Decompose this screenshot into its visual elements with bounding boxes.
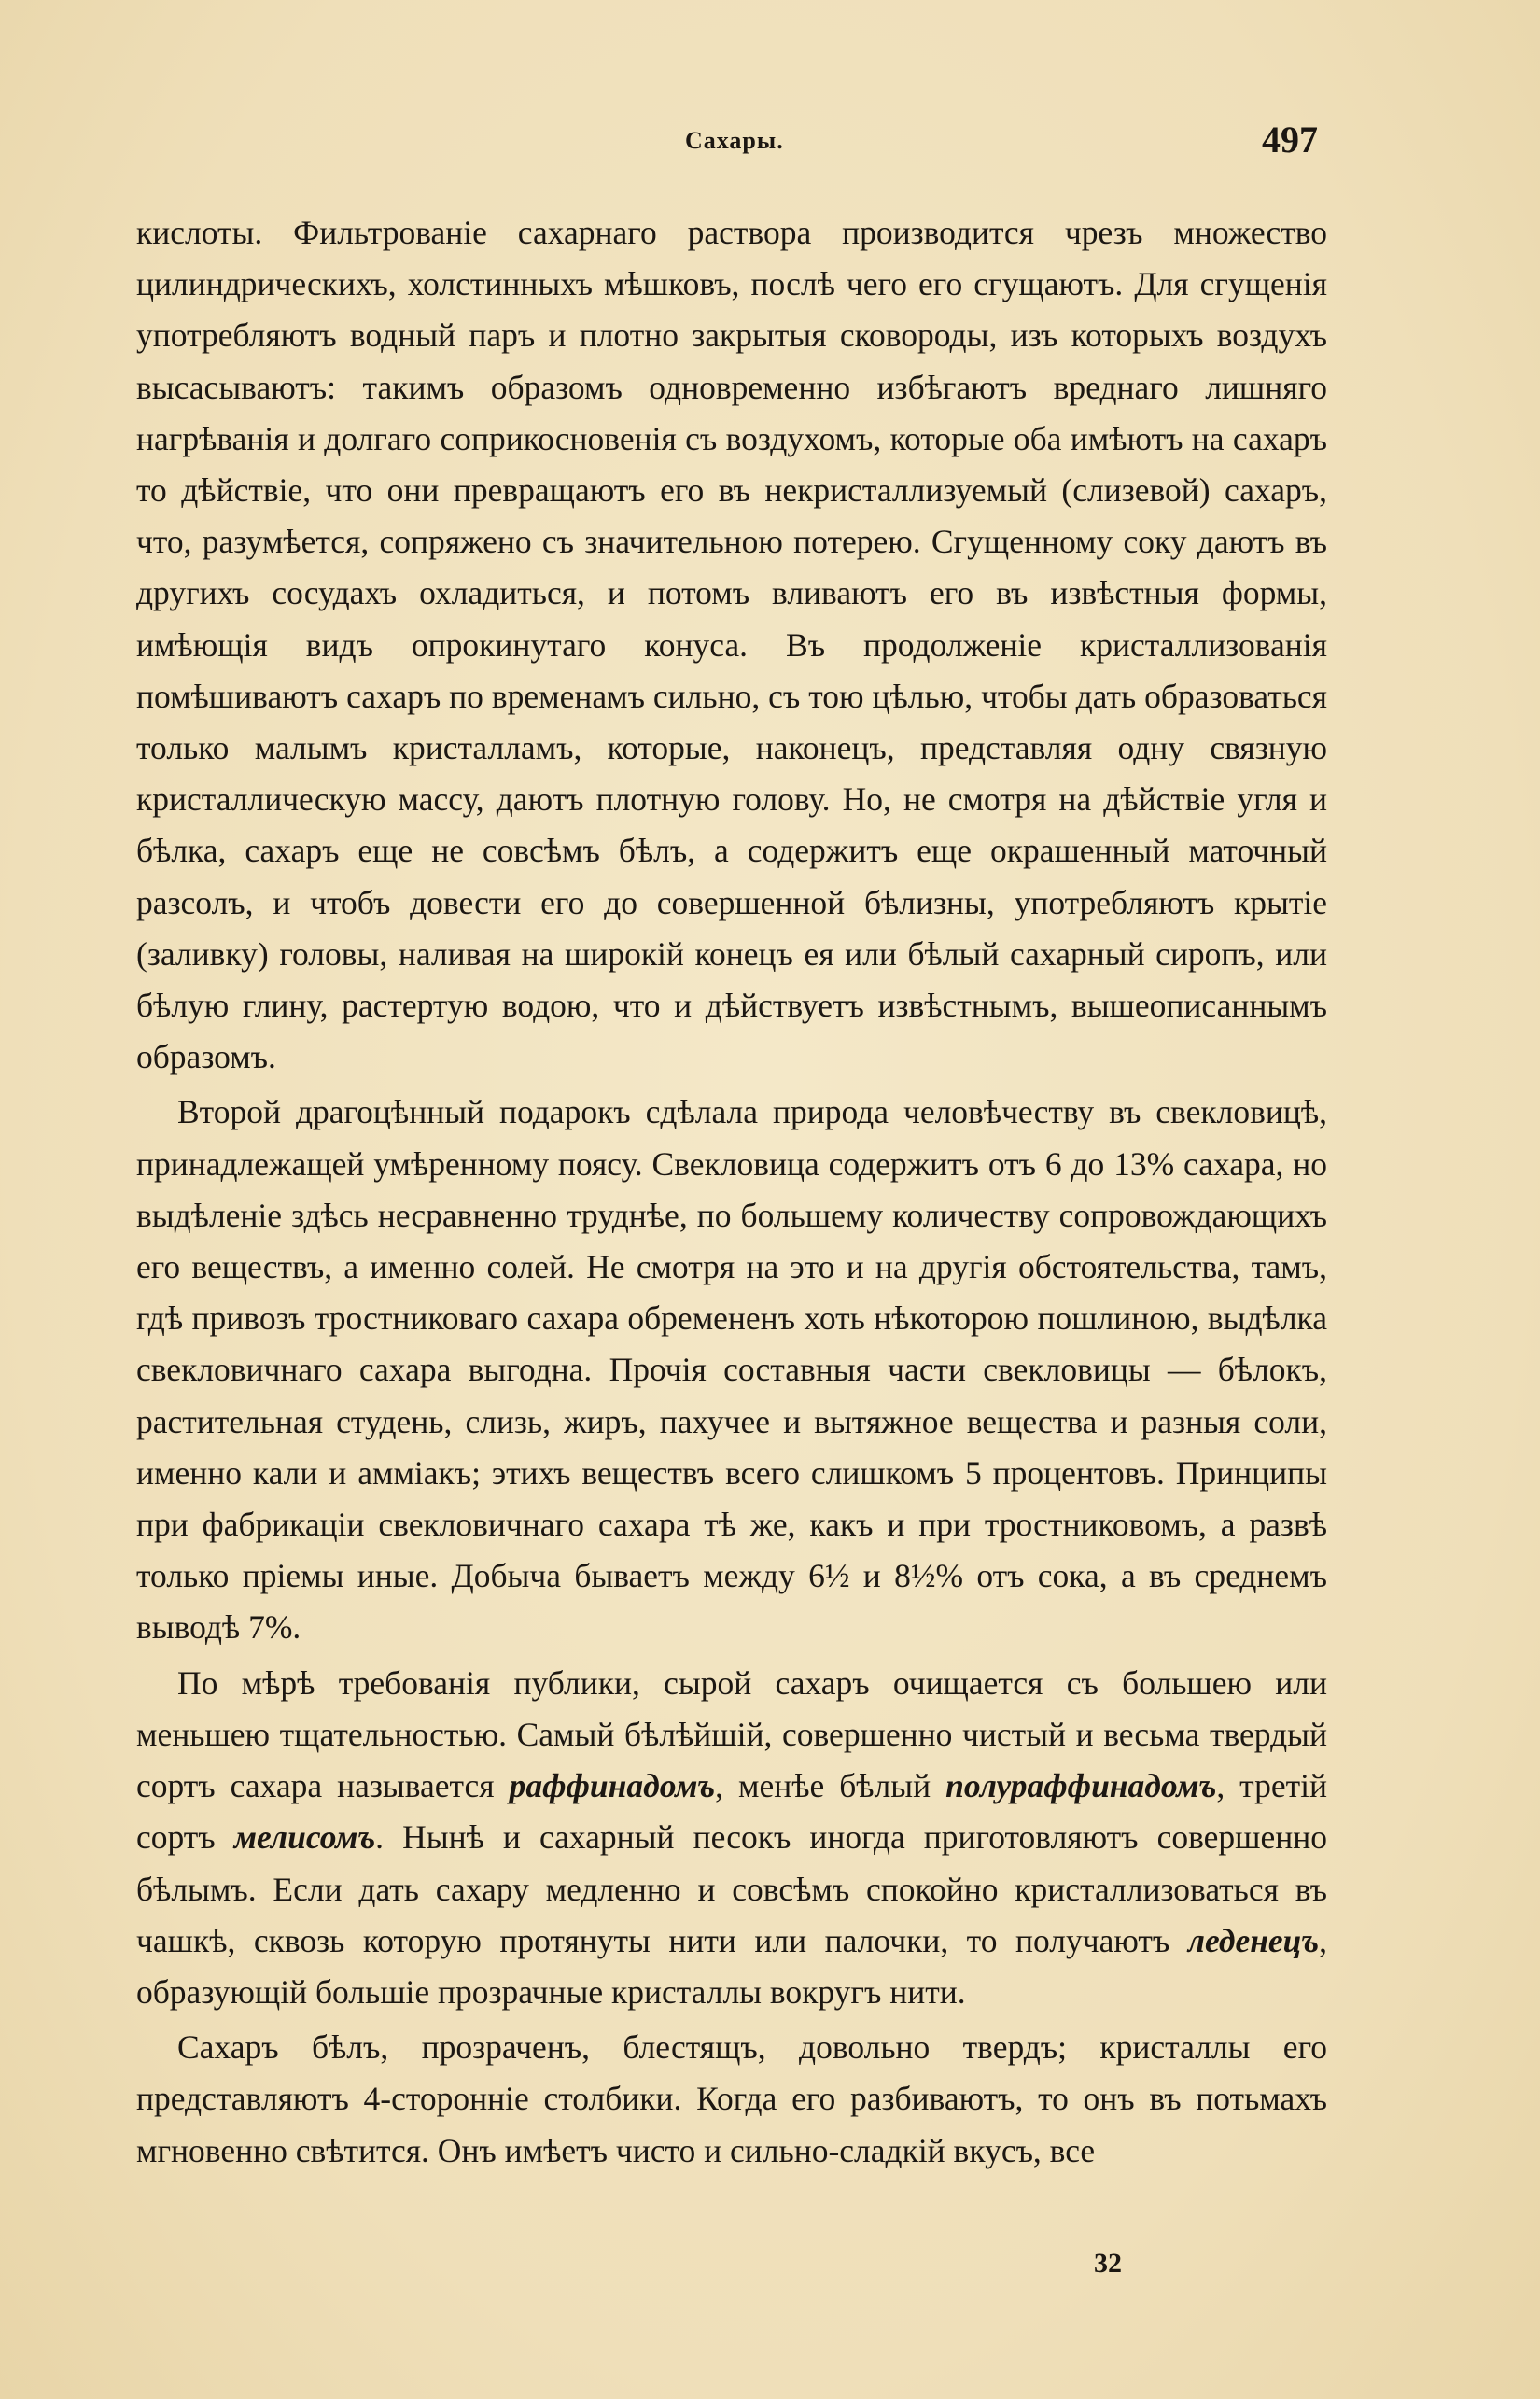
term-poluraffinad: полураффинадомъ (945, 1767, 1217, 1805)
term-raffinad: раффинадомъ (509, 1767, 716, 1805)
term-ledenets: леденецъ (1187, 1921, 1320, 1959)
paragraph-4: Сахаръ бѣлъ, прозраченъ, блестящъ, довольно твердъ; кристаллы его представляютъ 4-сторонніе столбики. Когда его разбиваютъ, то онъ въ потьмахъ мгновенно свѣтится. Онъ имѣетъ чисто и сильно-сладкій вкусъ, все (136, 2028, 1327, 2169)
term-melis: мелисомъ (233, 1818, 376, 1857)
paragraph-3-text-d: . Нынѣ и сахарный песокъ иногда приготовляютъ совершенно бѣлымъ. Если дать сахару медленно и совсѣмъ спокойно кристаллизоваться въ чашкѣ, сквозь которую протянуты нити или палочки, то получаютъ (136, 1818, 1327, 1959)
paragraph-3-text-c: , третій сортъ (136, 1767, 1327, 1857)
paragraph-2: Второй драгоцѣнный подарокъ сдѣлала природа человѣчеству въ свекловицѣ, принадлежащей умѣренному поясу. Свекловица содержитъ отъ 6 до 13% сахара, но выдѣленіе здѣсь несравненно труднѣе, по большему количеству сопровождающихъ его веществъ, а именно солей. Не смотря на это и на другія обстоятельства, тамъ, гдѣ привозъ тростниковаго сахара обремененъ хоть нѣкоторою пошлиною, выдѣлка свекловичнаго сахара выгодна. Прочія составныя части свекловицы — бѣлокъ, растительная студень, слизь, жиръ, пахучее и вытяжное вещества и разныя соли, именно кали и амміакъ; этихъ веществъ всего слишкомъ 5 процентовъ. Принципы при фабрикаціи свекловичнаго сахара тѣ же, какъ и при тростниковомъ, а развѣ только пріемы иные. Добыча бываетъ между 6½ и 8½% отъ сока, а въ среднемъ выводѣ 7%. (136, 1093, 1327, 1647)
paragraph-3 (136, 1658, 1327, 2018)
paragraph-3-text-b: , менѣе бѣлый (715, 1767, 946, 1805)
page-number: 497 (1262, 119, 1318, 161)
printer-signature-mark: 32 (1094, 2248, 1122, 2279)
paragraph-3-text-a: По мѣрѣ требованія публики, сырой сахаръ очищается съ большею или меньшею тщательностью. Самый бѣлѣйшій, совершенно чистый и весьма твердый сортъ сахара называется (136, 1663, 1327, 1805)
body-text (136, 207, 1327, 2177)
paragraph-1: кислоты. Фильтрованіе сахарнаго раствора производится чрезъ множество цилиндрическихъ, холстинныхъ мѣшковъ, послѣ чего его сгущаютъ. Для сгущенія употребляютъ водный паръ и плотно закрытыя сковороды, изъ которыхъ воздухъ высасываютъ: такимъ образомъ одновременно избѣгаютъ вреднаго лишняго нагрѣванія и долгаго соприкосновенія съ воздухомъ, которые оба имѣютъ на сахаръ то дѣйствіе, что они превращаютъ его въ некристаллизуемый (слизевой) сахаръ, что, разумѣется, сопряжено съ значительною потерею. Сгущенному соку даютъ въ другихъ сосудахъ охладиться, и потомъ вливаютъ его въ извѣстныя формы, имѣющія видъ опрокинутаго конуса. Въ продолженіе кристаллизованія помѣшиваютъ сахаръ по временамъ сильно, съ тою цѣлью, чтобы дать образоваться только малымъ кристалламъ, которые, наконецъ, представляя одну связную кристаллическую массу, даютъ плотную голову. Но, не смотря на дѣйствіе угля и бѣлка, сахаръ еще не совсѣмъ бѣлъ, а содержитъ еще окрашенный маточный разсолъ, и чтобъ довести его до совершенной бѣлизны, употребляютъ крытіе (заливку) головы, наливая на широкій конецъ ея или бѣлый сахарный сиропъ, или бѣлую глину, растертую водою, что и дѣйствуетъ извѣстнымъ, вышеописаннымъ образомъ. (136, 214, 1327, 1076)
running-head: Сахары. (685, 127, 784, 154)
paragraph-3-text-e: , образующій большіе прозрачные кристаллы вокругъ нити. (136, 1921, 1327, 2011)
